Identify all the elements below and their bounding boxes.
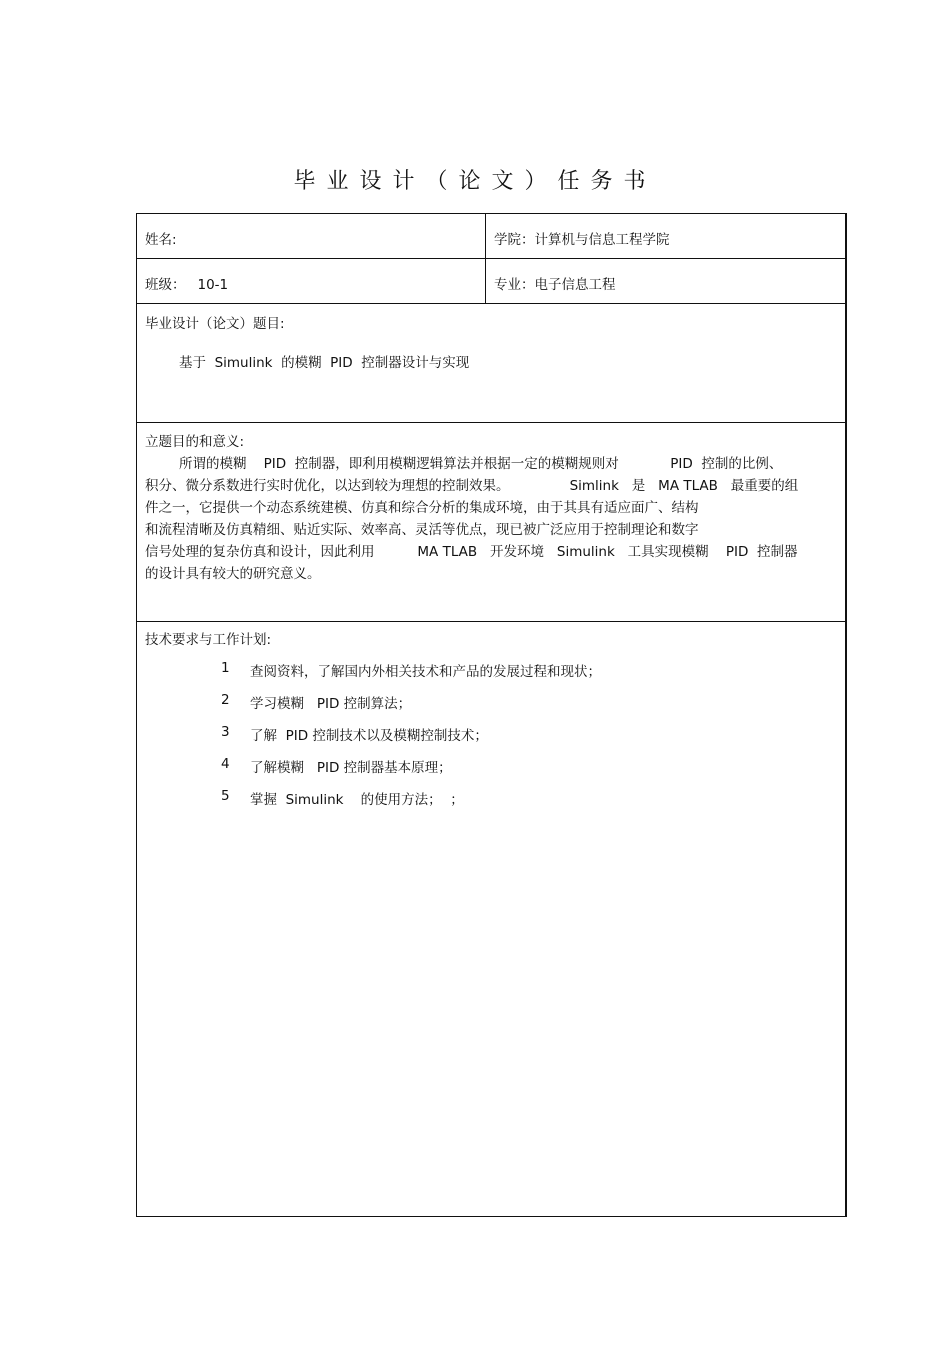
plan-item-text: 了解模糊 PID 控制器基本原理； [250, 760, 452, 776]
purpose-line: 所谓的模糊 PID 控制器，即利用模糊逻辑算法并根据一定的模糊规则对 PID 控制的比例、 [179, 456, 783, 472]
plan-item-text: 了解 PID 控制技术以及模糊控制技术； [250, 728, 488, 744]
class-label [145, 273, 228, 293]
plan-label: 技术要求与工作计划: [145, 632, 272, 648]
college-text: 学院：计算机与信息工程学院 [494, 232, 670, 248]
name-cell [137, 214, 485, 258]
name-label: 姓名: [145, 232, 177, 248]
plan-item-number: 1 [221, 660, 230, 676]
purpose-label: 立题目的和意义: [145, 434, 245, 450]
class-label-text: 班级： [145, 277, 186, 293]
topic-text: 基于 Simulink 的模糊 PID 控制器设计与实现 [179, 355, 470, 371]
purpose-line: 积分、微分系数进行实时优化，以达到较为理想的控制效果。 Simlink 是 MA TLAB 最重要的组 [145, 478, 799, 494]
college-cell [486, 214, 845, 258]
plan-item-number: 4 [221, 756, 230, 772]
major-cell [486, 259, 845, 303]
plan-item-text: 查阅资料，了解国内外相关技术和产品的发展过程和现状； [250, 664, 601, 680]
plan-item-number: 2 [221, 692, 230, 708]
document-title: 毕业设计（论文）任务书 [293, 169, 657, 194]
plan-item-number: 3 [221, 724, 230, 740]
purpose-line: 和流程清晰及仿真精细、贴近实际、效率高、灵活等优点，现已被广泛应用于控制理论和数字 [145, 522, 699, 538]
purpose-line: 的设计具有较大的研究意义。 [145, 566, 321, 582]
topic-label: 毕业设计（论文）题目: [145, 316, 285, 332]
major-text: 专业：电子信息工程 [494, 277, 616, 293]
purpose-line: 件之一，它提供一个动态系统建模、仿真和综合分析的集成环境，由于其具有适应面广、结构 [145, 500, 699, 516]
class-value: 10-1 [197, 277, 229, 293]
class-cell [137, 259, 485, 303]
plan-item-text: 掌握 Simulink 的使用方法； ； [250, 792, 464, 808]
row-name-college [137, 214, 845, 259]
row-purpose [137, 423, 845, 622]
purpose-line: 信号处理的复杂仿真和设计，因此利用 MA TLAB 开发环境 Simulink 工具实现模糊 PID 控制器 [145, 544, 798, 560]
plan-item-text: 学习模糊 PID 控制算法； [250, 696, 412, 712]
row-topic [137, 304, 845, 423]
row-class-major [137, 259, 845, 304]
task-form-table [136, 213, 847, 1217]
row-plan [137, 622, 845, 1216]
plan-item-number: 5 [221, 788, 230, 804]
